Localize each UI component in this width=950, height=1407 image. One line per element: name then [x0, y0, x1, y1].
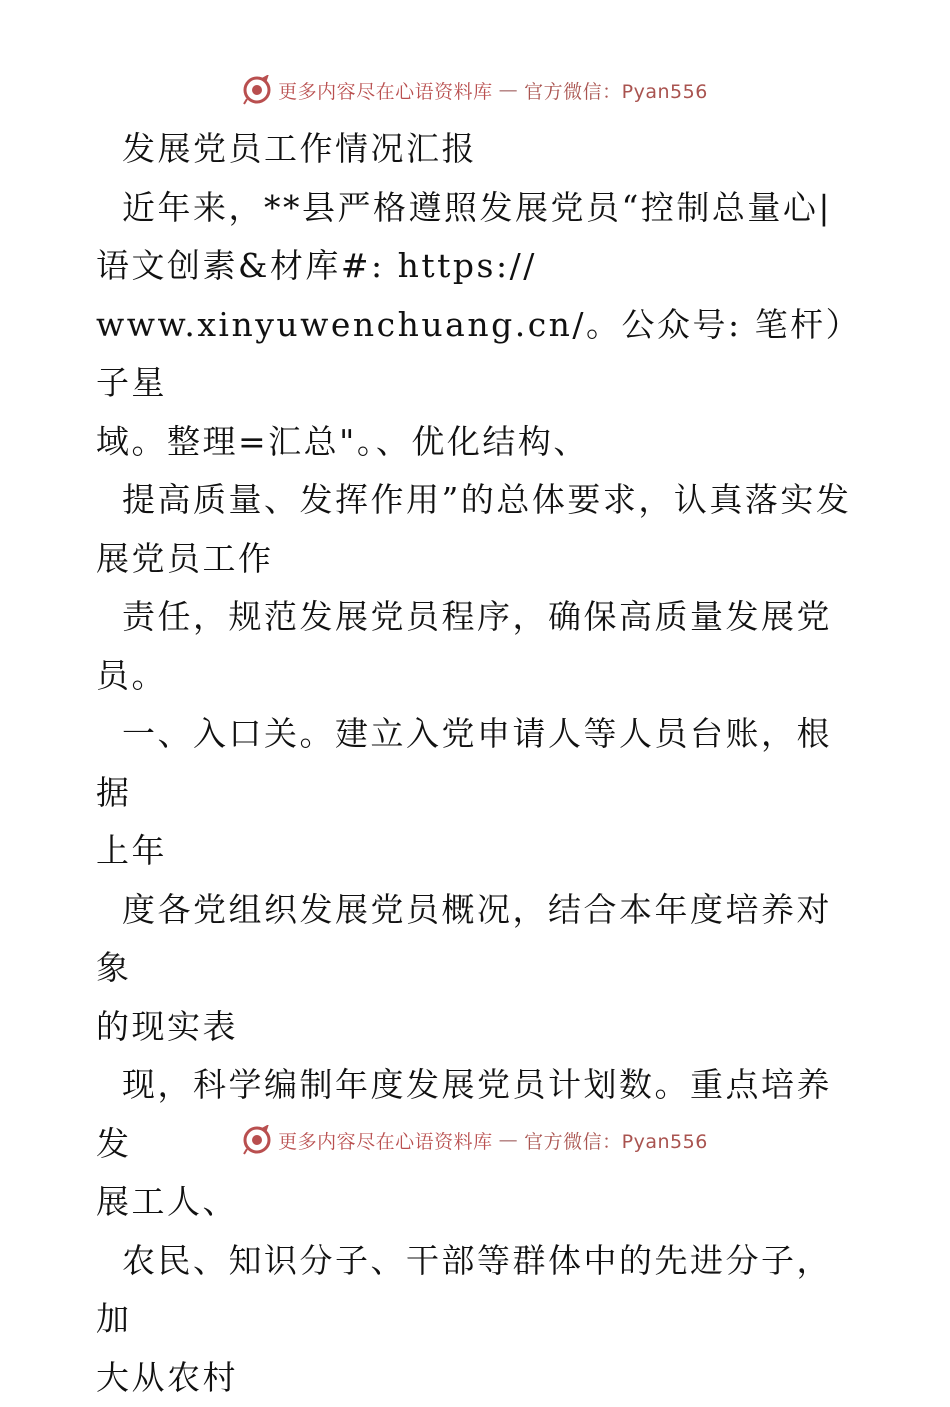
banner-site-text: 更多内容尽在心语资料库 — [278, 1127, 493, 1154]
paragraph-line: 度各党组织发展党员概况，结合本年度培养对象 — [96, 881, 856, 998]
banner-wechat-text: 官方微信：Pyan556 — [524, 77, 708, 104]
banner-separator: — — [499, 1129, 519, 1151]
paragraph-line: 近年来，**县严格遵照发展党员“控制总量心| — [96, 179, 856, 238]
paragraph-line: 一、入口关。建立入党申请人等人员台账，根据 — [96, 705, 856, 822]
pen-circle-logo-icon — [242, 75, 272, 105]
paragraph-line: www.xinyuwenchuang.cn/。公众号: 笔杆）子星 — [96, 296, 856, 413]
paragraph-line: 的现实表 — [96, 998, 856, 1057]
paragraph-line: 提高质量、发挥作用”的总体要求，认真落实发 — [96, 471, 856, 530]
document-title: 发展党员工作情况汇报 — [96, 120, 856, 179]
paragraph-line: 语文创素&材库#: https:// — [96, 237, 856, 296]
paragraph-line: 员。 — [96, 647, 856, 706]
paragraph-line: 责任，规范发展党员程序，确保高质量发展党 — [96, 588, 856, 647]
paragraph-line: 展党员工作 — [96, 530, 856, 589]
document-body — [96, 120, 856, 1407]
paragraph-line: 上年 — [96, 822, 856, 881]
banner-wechat-text: 官方微信：Pyan556 — [524, 1127, 708, 1154]
footer-watermark-banner — [0, 1120, 950, 1160]
banner-separator: — — [499, 79, 519, 101]
paragraph-line: 域。整理=汇总"。、优化结构、 — [96, 413, 856, 472]
pen-circle-logo-icon — [242, 1125, 272, 1155]
paragraph-line: 现，科学编制年度发展党员计划数。重点培养发 — [96, 1056, 856, 1173]
header-watermark-banner — [0, 70, 950, 110]
banner-site-text: 更多内容尽在心语资料库 — [278, 77, 493, 104]
paragraph-line: 展工人、 — [96, 1173, 856, 1232]
paragraph-line: 大从农村 — [96, 1349, 856, 1407]
paragraph-line: 农民、知识分子、干部等群体中的先进分子，加 — [96, 1232, 856, 1349]
